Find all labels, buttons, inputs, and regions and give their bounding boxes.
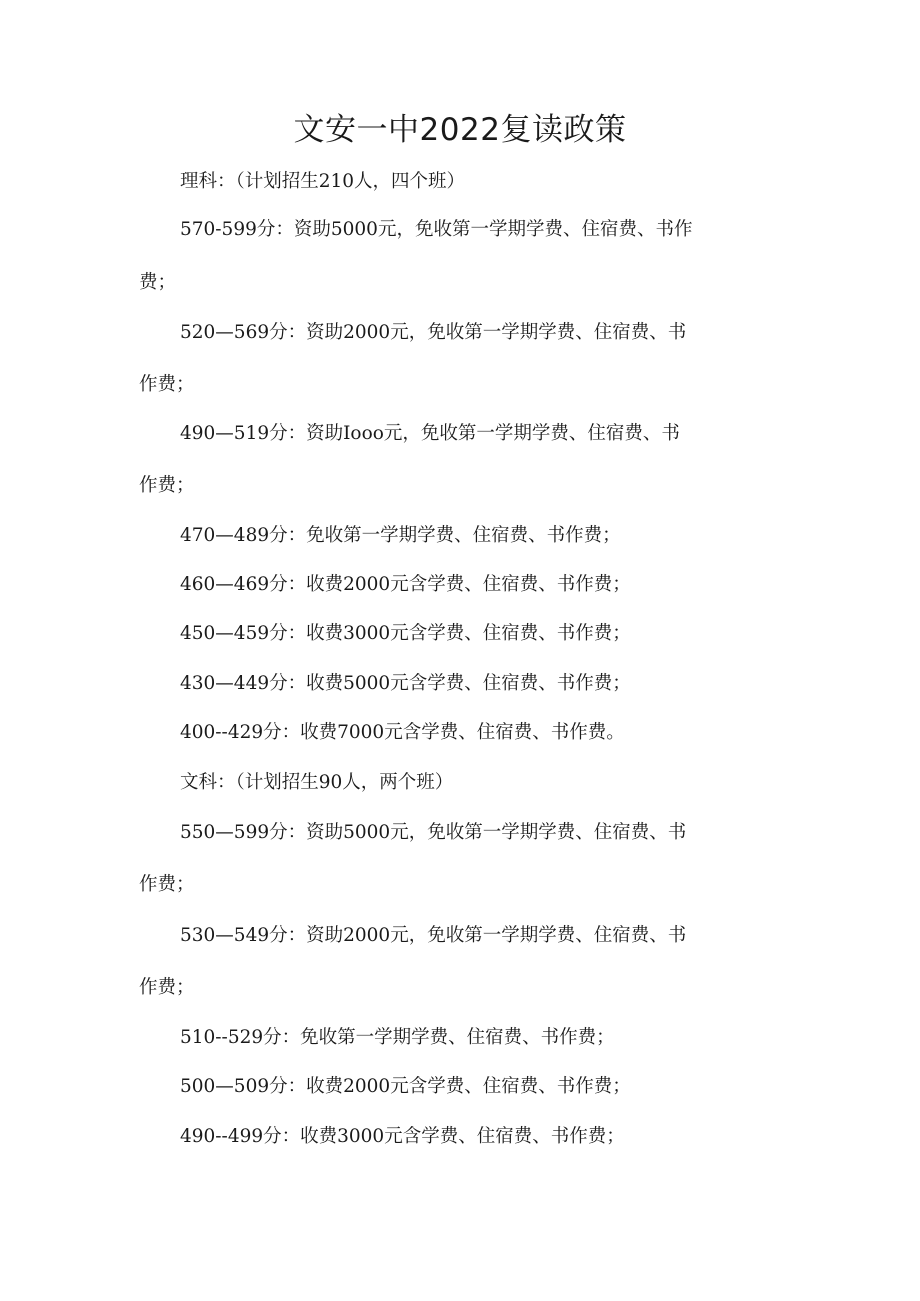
arts-heading: 文科：（计划招生90人，两个班） xyxy=(180,772,454,793)
science-item-8: 400--429分：收费7000元含学费、住宿费、书作费。 xyxy=(180,722,625,743)
science-item-4: 470—489分：免收第一学期学费、住宿费、书作费； xyxy=(180,525,621,546)
arts-item-2-tail: 作费； xyxy=(139,977,195,998)
science-item-2: 520—569分：资助2000元，免收第一学期学费、住宿费、书 xyxy=(180,322,687,343)
science-item-3-tail: 作费； xyxy=(139,475,195,496)
science-item-1: 570-599分：资助5000元，免收第一学期学费、住宿费、书作 xyxy=(180,219,693,240)
arts-item-1: 550—599分：资助5000元，免收第一学期学费、住宿费、书 xyxy=(180,822,687,843)
science-item-6: 450—459分：收费3000元含学费、住宿费、书作费； xyxy=(180,623,631,644)
arts-item-3: 510--529分：免收第一学期学费、住宿费、书作费； xyxy=(180,1027,615,1048)
arts-item-4: 500—509分：收费2000元含学费、住宿费、书作费； xyxy=(180,1076,631,1097)
science-item-5: 460—469分：收费2000元含学费、住宿费、书作费； xyxy=(180,574,631,595)
arts-item-1-tail: 作费； xyxy=(139,874,195,895)
arts-item-5: 490--499分：收费3000元含学费、住宿费、书作费； xyxy=(180,1126,625,1147)
arts-item-2: 530—549分：资助2000元，免收第一学期学费、住宿费、书 xyxy=(180,925,687,946)
document-title: 文安一中2022复读政策 xyxy=(293,112,627,148)
science-heading: 理科：（计划招生210人，四个班） xyxy=(180,171,466,192)
science-item-1-tail: 费； xyxy=(139,272,177,293)
science-item-7: 430—449分：收费5000元含学费、住宿费、书作费； xyxy=(180,673,631,694)
science-item-2-tail: 作费； xyxy=(139,374,195,395)
science-item-3: 490—519分：资助Iooo元，免收第一学期学费、住宿费、书 xyxy=(180,423,680,444)
